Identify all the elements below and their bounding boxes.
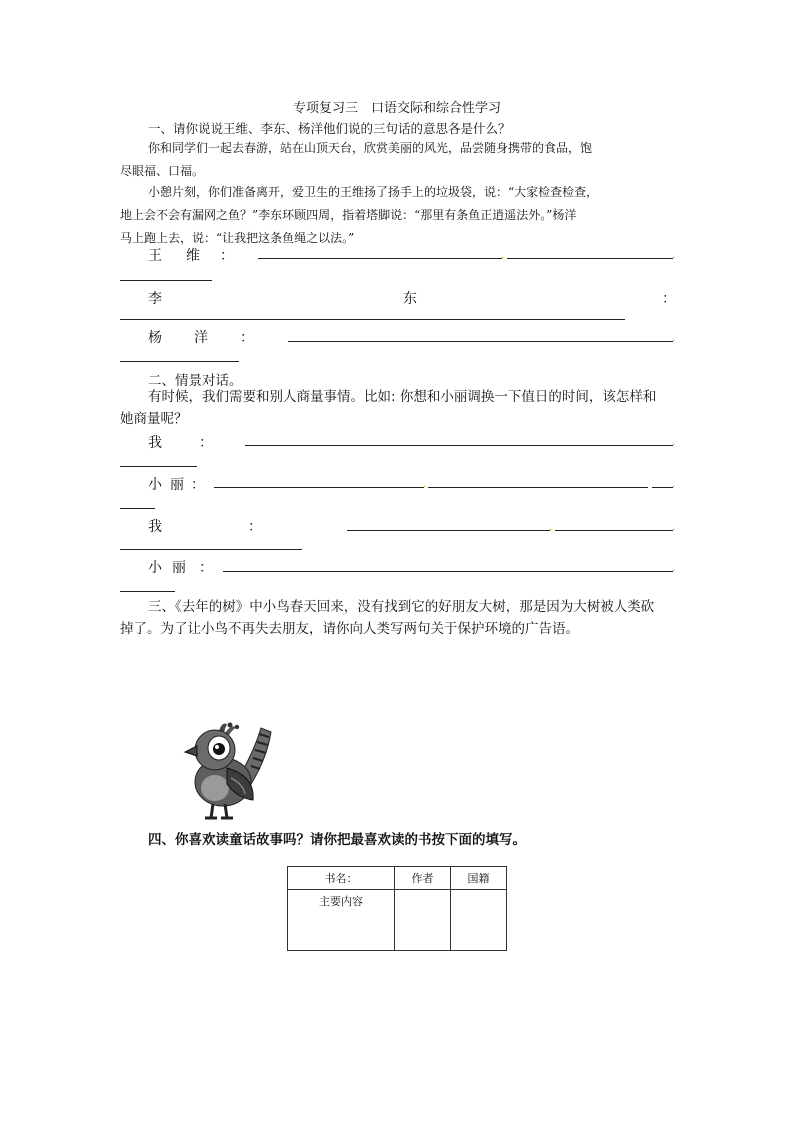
dot-mark: . [672, 437, 676, 448]
passage-1-line-1: 你和同学们一起去春游，站在山顶天台，欣赏美丽的风光，品尝随身携带的食品，饱 [148, 141, 593, 155]
dialog-xiaoli-label-char-1: 小 [148, 560, 162, 576]
dialog-me-line-1b[interactable] [120, 466, 197, 467]
dialog-me-line-2b[interactable] [555, 530, 673, 531]
dot-mark: . [549, 522, 553, 533]
book-info-table [287, 866, 507, 951]
dialog-xiaoli-line-1a[interactable] [214, 487, 424, 488]
dialog-me-colon-1: ： [199, 435, 213, 451]
dialog-xiaoli-line-1d[interactable] [120, 508, 155, 509]
dot-mark: . [672, 333, 676, 344]
dialog-me-label-1: 我 [148, 435, 162, 451]
dialog-me-line-2a[interactable] [347, 530, 550, 531]
table-cell-author-value[interactable] [395, 890, 451, 951]
dialog-xiaoli-colon-2: ： [199, 560, 213, 576]
dialog-xiaoli-line-1b[interactable] [428, 487, 648, 488]
bird-icon [175, 718, 275, 823]
yang-label-colon: ： [240, 330, 254, 346]
passage-1-line-2: 尽眼福、口福。 [120, 164, 205, 178]
table-cell-nationality-value[interactable] [451, 890, 507, 951]
passage-2-line-1: 小憩片刻，你们准备离开，爱卫生的王维扬了扬手上的垃圾袋，说：“大家检查检查， [148, 185, 599, 199]
table-cell-main-content[interactable]: 主要内容 [288, 890, 395, 951]
yang-answer-line-1[interactable] [288, 341, 673, 342]
page-title: 专项复习三 口语交际和综合性学习 [292, 101, 501, 116]
dialog-me-line-2c[interactable] [120, 549, 302, 550]
wang-label-char-2: 维 [186, 248, 200, 264]
dialog-xiaoli-colon-1: ： [191, 477, 205, 493]
question-1-passage-2 [120, 181, 675, 250]
li-answer-line[interactable] [120, 319, 625, 320]
question-3-line-2: 掉了。为了让小鸟不再失去朋友，请你向人类写两句关于保护环境的广告语。 [120, 621, 579, 637]
wang-answer-line-1b[interactable] [507, 258, 673, 259]
wang-answer-line-2[interactable] [120, 280, 212, 281]
yang-label-char-1: 杨 [148, 330, 162, 346]
wang-label-colon: ： [220, 248, 234, 264]
dialog-xiaoli-line-1c[interactable] [652, 487, 673, 488]
dot-mark: . [501, 250, 505, 261]
dot-mark: . [423, 479, 427, 490]
dialog-xiaoli-line-2a[interactable] [223, 571, 673, 572]
dialog-xiaoli-label-char-2: 丽 [170, 477, 184, 493]
table-header-book-name: 书名： [288, 867, 395, 890]
table-header-nationality: 国籍 [451, 867, 507, 890]
question-4-prompt: 四、你喜欢读童话故事吗？请你把最喜欢读的书按下面的填写。 [148, 832, 526, 848]
question-3-text [120, 596, 675, 640]
dot-mark: . [672, 522, 676, 533]
dot-mark: . [672, 563, 676, 574]
dialog-me-colon-2: ： [248, 519, 262, 535]
bird-illustration [175, 718, 275, 823]
yang-answer-line-2[interactable] [120, 361, 239, 362]
question-2-line-2: 她商量呢？ [120, 411, 188, 427]
wang-label-char-1: 王 [148, 248, 162, 264]
yang-label-char-2: 洋 [194, 330, 208, 346]
question-2-heading: 二、情景对话。 [148, 373, 243, 389]
dialog-me-line-1a[interactable] [245, 445, 673, 446]
dot-mark: . [672, 250, 676, 261]
question-2-line-1: 有时候，我们需要和别人商量事情。比如: 你想和小丽调换一下值日的时间，该怎样和 [148, 389, 657, 405]
question-2-text [120, 386, 675, 430]
dialog-xiaoli-label-char-2: 丽 [172, 560, 186, 576]
li-label-char-1: 李 [148, 291, 162, 307]
question-1-prompt: 一、请你说说王维、李东、杨洋他们说的三句话的意思各是什么？ [148, 121, 511, 136]
li-label-char-2: 东 [403, 291, 417, 307]
dialog-me-label-2: 我 [148, 519, 162, 535]
question-3-line-1: 三、《去年的树》中小鸟春天回来，没有找到它的好朋友大树，那是因为大树被人类砍 [148, 599, 655, 615]
li-label-colon: ： [662, 291, 676, 307]
dialog-xiaoli-line-2b[interactable] [120, 591, 175, 592]
passage-2-line-3: 马上跑上去，说：“让我把这条鱼绳之以法。” [120, 231, 355, 245]
dialog-xiaoli-label-char-1: 小 [148, 477, 162, 493]
wang-answer-line-1a[interactable] [258, 258, 502, 259]
table-header-author: 作者 [395, 867, 451, 890]
passage-2-line-2: 地上会不会有漏网之鱼？”李东环顾四周，指着塔脚说：“那里有条鱼正逍遥法外。”杨洋 [120, 208, 577, 222]
dot-mark: . [672, 479, 676, 490]
question-1-passage-1 [120, 137, 675, 183]
